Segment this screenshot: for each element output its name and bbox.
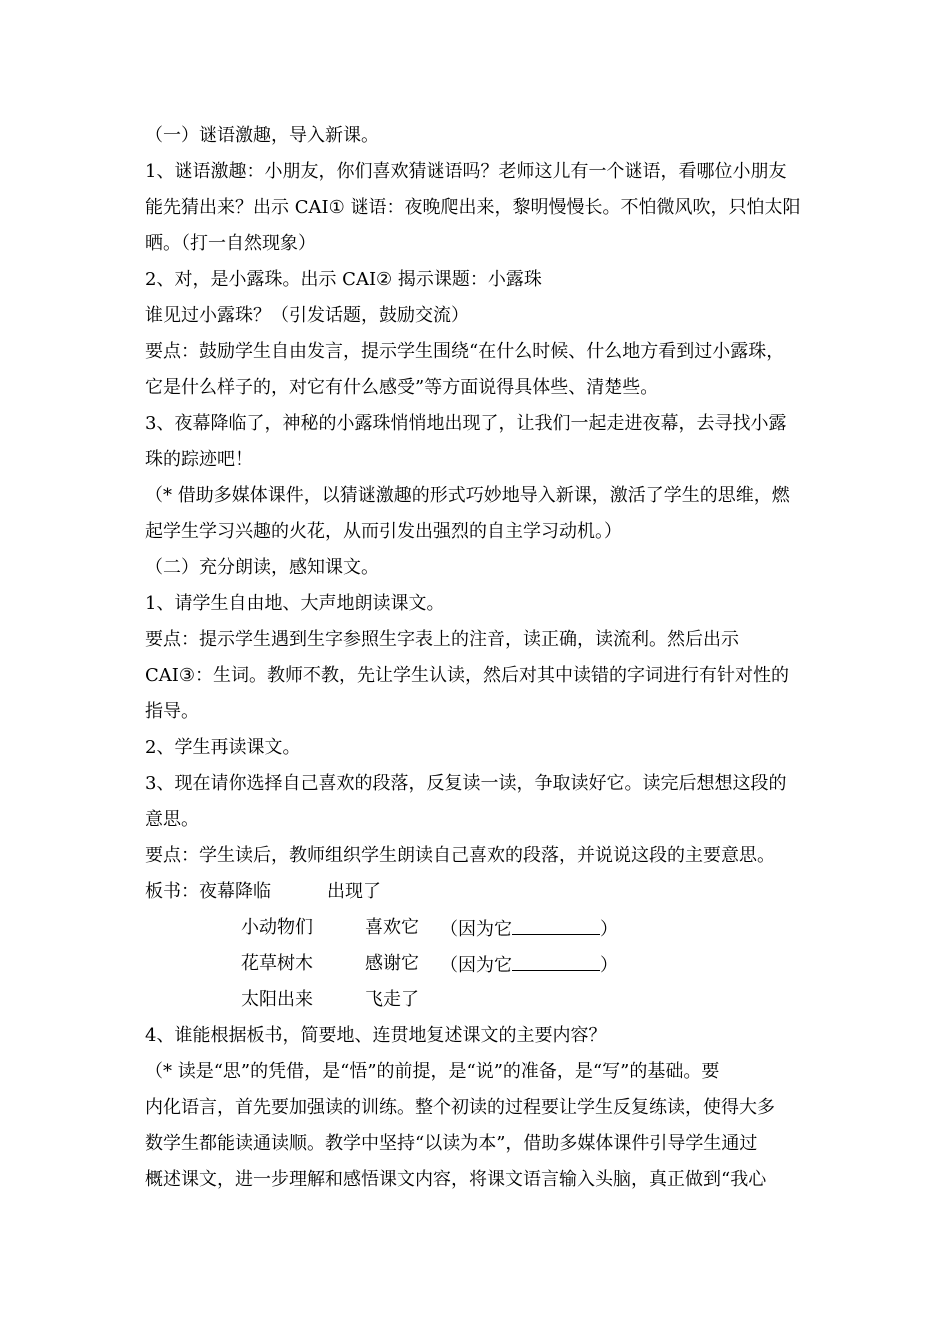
paragraph-line: 2、对，是小露珠。出示 CAI② 揭示课题：小露珠	[145, 269, 542, 290]
section-heading-1: （一）谜语激趣，导入新课。	[145, 125, 379, 146]
paragraph-line: 它是什么样子的，对它有什么感受”等方面说得具体些、清楚些。	[145, 377, 659, 398]
paragraph-line: 指导。	[145, 701, 199, 722]
section-heading-2: （二）充分朗读，感知课文。	[145, 557, 379, 578]
paragraph-line: 4、谁能根据板书，简要地、连贯地复述课文的主要内容？	[145, 1025, 607, 1046]
note-line: 数学生都能读通读顺。教学中坚持“以读为本”，借助多媒体课件引导学生通过	[145, 1133, 758, 1154]
paragraph-line: 1、请学生自由地、大声地朗读课文。	[145, 593, 445, 614]
note-line: （* 读是“思”的凭借，是“悟”的前提，是“说”的准备，是“写”的基础。要	[145, 1061, 720, 1082]
board-reason-close: ）	[600, 955, 618, 976]
paragraph-line: 2、学生再读课文。	[145, 737, 301, 758]
paragraph-line: 1、谜语激趣：小朋友，你们喜欢猜谜语吗？老师这儿有一个谜语，看哪位小朋友	[145, 161, 787, 182]
board-row-verb: 飞走了	[365, 989, 419, 1010]
board-row-verb: 喜欢它	[365, 917, 419, 938]
board-row-subject: 花草树木	[241, 953, 313, 974]
note-line: 内化语言，首先要加强读的训练。整个初读的过程要让学生反复练读，使得大多	[145, 1097, 775, 1118]
note-line: 概述课文，进一步理解和感悟课文内容，将课文语言输入头脑，真正做到“我心	[145, 1169, 767, 1190]
board-row-verb: 感谢它	[365, 953, 419, 974]
paragraph-line: 能先猜出来？出示 CAI① 谜语：夜晚爬出来，黎明慢慢长。不怕微风吹，只怕太阳	[145, 197, 801, 218]
note-line: （* 借助多媒体课件，以猜谜激趣的形式巧妙地导入新课，激活了学生的思维，燃	[145, 485, 790, 506]
board-row-subject: 太阳出来	[241, 989, 313, 1010]
paragraph-line: 3、夜幕降临了，神秘的小露珠悄悄地出现了，让我们一起走进夜幕，去寻找小露	[145, 413, 787, 434]
paragraph-line: 晒。（打一自然现象）	[145, 233, 316, 254]
paragraph-line: 珠的踪迹吧！	[145, 449, 253, 470]
board-row-subject: 小动物们	[241, 917, 313, 938]
paragraph-line: 要点：提示学生遇到生字参照生字表上的注音，读正确，读流利。然后出示	[145, 629, 739, 650]
paragraph-line: 意思。	[145, 809, 199, 830]
paragraph-line: 3、现在请你选择自己喜欢的段落，反复读一读，争取读好它。读完后想想这段的	[145, 773, 787, 794]
fill-blank	[512, 916, 600, 935]
board-head: 出现了	[327, 881, 381, 902]
note-line: 起学生学习兴趣的火花，从而引发出强烈的自主学习动机。）	[145, 521, 622, 542]
board-reason-open: （因为它	[440, 955, 512, 976]
fill-blank	[512, 952, 600, 971]
paragraph-line: 要点：学生读后，教师组织学生朗读自己喜欢的段落，并说说这段的主要意思。	[145, 845, 775, 866]
board-row-reason	[440, 952, 618, 978]
board-row-reason	[440, 916, 618, 942]
board-reason-open: （因为它	[440, 919, 512, 940]
paragraph-line: CAI③：生词。教师不教，先让学生认读，然后对其中读错的字词进行有针对性的	[145, 665, 790, 686]
paragraph-line: 谁见过小露珠？（引发话题，鼓励交流）	[145, 305, 469, 326]
board-reason-close: ）	[600, 919, 618, 940]
paragraph-line: 要点：鼓励学生自由发言，提示学生围绕“在什么时候、什么地方看到过小露珠，	[145, 341, 785, 362]
board-label: 板书：夜幕降临	[145, 881, 271, 902]
